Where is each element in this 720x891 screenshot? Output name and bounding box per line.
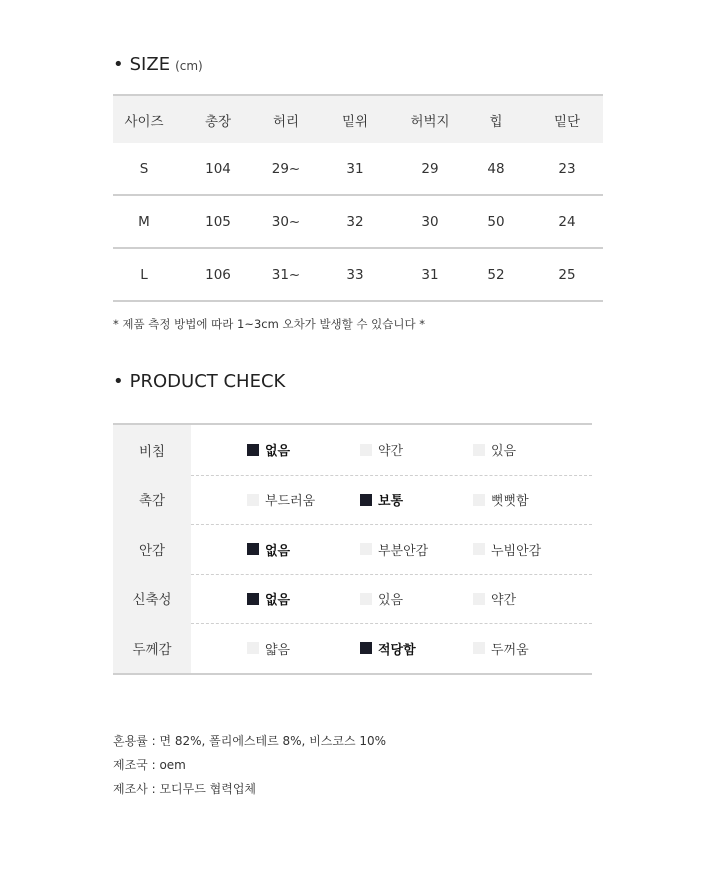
check-row-label: 안감: [113, 524, 191, 574]
table-cell: 52: [487, 266, 505, 283]
table-cell: 25: [558, 266, 576, 283]
header-cell: 허벅지: [410, 113, 450, 130]
table-cell: 24: [558, 213, 576, 230]
option-label: 얇음: [265, 642, 291, 658]
check-row-label: 비침: [113, 425, 191, 475]
maker-info: 제조사 : 모디무드 협력업체: [113, 782, 256, 796]
table-cell: 106: [205, 266, 231, 283]
check-options: [191, 475, 592, 525]
size-table-header: [113, 96, 603, 143]
check-options: [191, 574, 592, 624]
checkbox-icon: [360, 444, 372, 456]
check-option: [247, 490, 315, 509]
check-options: [191, 524, 592, 574]
checkbox-icon: [247, 494, 259, 506]
check-title: PRODUCT CHECK: [129, 371, 286, 392]
check-section-title: [113, 371, 285, 392]
check-option: [473, 490, 529, 509]
option-label: 약간: [491, 593, 517, 609]
check-option: [247, 440, 290, 459]
check-row-label: 두께감: [113, 623, 191, 673]
table-cell: 104: [205, 160, 231, 177]
checkbox-icon: [247, 543, 259, 555]
checkbox-icon: [473, 494, 485, 506]
header-cell: 밑위: [341, 113, 369, 130]
table-cell: 29: [421, 160, 439, 177]
option-label: 적당함: [378, 642, 416, 658]
origin-info: 제조국 : oem: [113, 758, 186, 772]
size-unit: (cm): [175, 59, 203, 73]
check-row-stretch: [113, 574, 592, 624]
bullet: •: [113, 371, 124, 392]
table-cell: 32: [346, 213, 364, 230]
checkbox-icon: [360, 642, 372, 654]
option-label: 약간: [378, 444, 404, 460]
check-row-label: 신축성: [113, 574, 191, 624]
option-label: 없음: [265, 444, 291, 460]
table-row: [113, 143, 603, 196]
check-row-texture: [113, 475, 592, 525]
option-label: 없음: [265, 593, 291, 609]
option-label: 부분안감: [378, 543, 429, 559]
table-cell: L: [140, 266, 148, 283]
table-cell: 30~: [271, 213, 301, 230]
check-option: [360, 589, 403, 608]
header-cell: 사이즈: [124, 113, 164, 130]
check-option: [247, 540, 290, 559]
table-cell: S: [139, 160, 149, 177]
table-cell: 31: [421, 266, 439, 283]
table-cell: 23: [558, 160, 576, 177]
header-cell: 힙: [489, 113, 503, 130]
check-option: [247, 589, 290, 608]
bullet: •: [113, 54, 124, 75]
check-options: [191, 425, 592, 475]
check-row-transparency: [113, 425, 592, 475]
table-cell: 31~: [271, 266, 301, 283]
checkbox-icon: [247, 593, 259, 605]
size-table: [113, 94, 603, 302]
table-row: [113, 249, 603, 302]
option-label: 있음: [491, 444, 517, 460]
check-option: [360, 540, 428, 559]
table-cell: 29~: [271, 160, 301, 177]
size-section-title: [113, 54, 203, 75]
checkbox-icon: [360, 593, 372, 605]
checkbox-icon: [360, 494, 372, 506]
check-row-lining: [113, 524, 592, 574]
measurement-note: * 제품 측정 방법에 따라 1~3cm 오차가 발생할 수 있습니다 *: [113, 317, 426, 331]
table-row: [113, 196, 603, 249]
option-label: 뻣뻣함: [491, 494, 529, 510]
table-cell: 50: [487, 213, 505, 230]
check-option: [473, 639, 529, 658]
material-info: 혼용률 : 면 82%, 폴리에스테르 8%, 비스코스 10%: [113, 734, 387, 748]
table-cell: 48: [487, 160, 505, 177]
option-label: 부드러움: [265, 494, 316, 510]
header-cell: 허리: [272, 113, 300, 130]
check-row-label: 촉감: [113, 475, 191, 525]
check-option: [360, 490, 403, 509]
option-label: 누빔안감: [491, 543, 542, 559]
check-option: [473, 540, 541, 559]
check-option: [473, 440, 516, 459]
check-option: [360, 440, 403, 459]
checkbox-icon: [473, 543, 485, 555]
option-label: 있음: [378, 593, 404, 609]
option-label: 두꺼움: [491, 642, 529, 658]
table-cell: M: [138, 213, 150, 230]
header-cell: 총장: [204, 113, 232, 130]
option-label: 없음: [265, 543, 291, 559]
checkbox-icon: [247, 642, 259, 654]
table-cell: 30: [421, 213, 439, 230]
checkbox-icon: [247, 444, 259, 456]
table-cell: 31: [346, 160, 364, 177]
checkbox-icon: [360, 543, 372, 555]
checkbox-icon: [473, 593, 485, 605]
option-label: 보통: [378, 494, 404, 510]
table-cell: 33: [346, 266, 364, 283]
check-option: [247, 639, 290, 658]
size-title: SIZE: [129, 54, 171, 75]
table-cell: 105: [205, 213, 231, 230]
checkbox-icon: [473, 642, 485, 654]
product-check-table: [113, 423, 592, 675]
check-options: [191, 623, 592, 673]
check-option: [360, 639, 416, 658]
checkbox-icon: [473, 444, 485, 456]
header-cell: 밑단: [553, 113, 581, 130]
check-row-thickness: [113, 623, 592, 673]
check-option: [473, 589, 516, 608]
